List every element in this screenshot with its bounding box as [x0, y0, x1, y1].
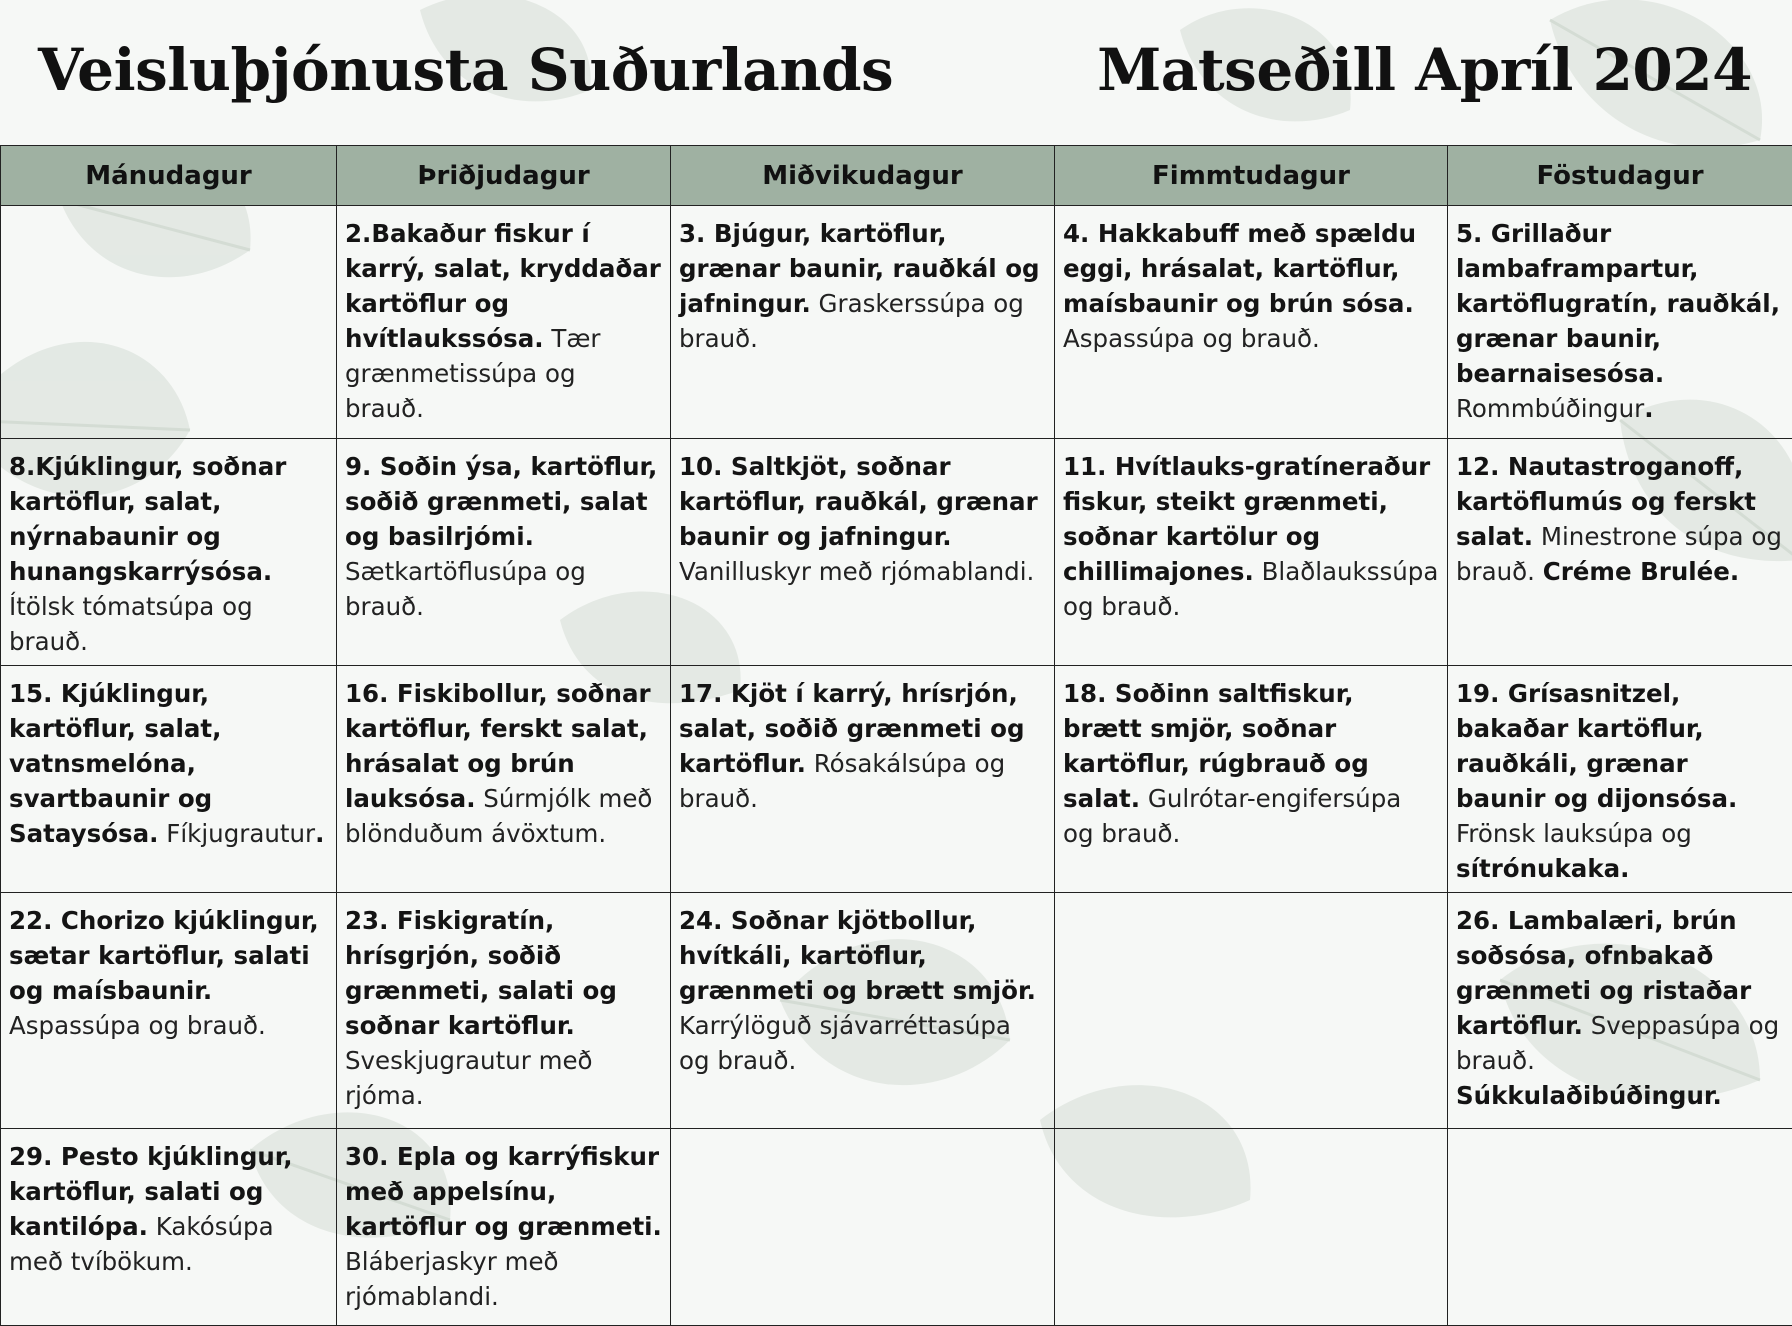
- side-dish: Tær grænmetissúpa og brauð.: [345, 324, 601, 423]
- day-cell: [1055, 893, 1448, 1129]
- dessert: Créme Brulée.: [1543, 557, 1740, 586]
- day-cell: [1055, 206, 1448, 439]
- day-cell: [1, 439, 337, 666]
- day-cell: [1055, 1129, 1448, 1326]
- day-cell: [1, 206, 337, 439]
- day-header: Föstudagur: [1448, 146, 1792, 206]
- main-dish: 29. Pesto kjúklingur, kartöflur, salati og kantilópa.: [9, 1142, 293, 1241]
- side-dish: Gulrótar-engifersúpa og brauð.: [1063, 784, 1401, 848]
- day-cell: [671, 439, 1055, 666]
- main-dish: 30. Epla og karrýfiskur með appelsínu, kartöflur og grænmeti.: [345, 1142, 662, 1241]
- side-dish: Sætkartöflusúpa og brauð.: [345, 557, 586, 621]
- main-dish: 3. Bjúgur, kartöflur, grænar baunir, rauðkál og jafningur.: [679, 219, 1040, 318]
- side-dish: Frönsk lauksúpa og: [1456, 819, 1692, 848]
- day-cell: [337, 1129, 671, 1326]
- company-title: Veisluþjónusta Suðurlands: [38, 30, 893, 110]
- side-dish: Minestrone súpa og brauð.: [1456, 522, 1782, 586]
- week-row: [1, 439, 1792, 666]
- menu-title: Matseðill Apríl 2024: [1097, 30, 1752, 110]
- day-header: Miðvikudagur: [671, 146, 1055, 206]
- week-row: [1, 666, 1792, 893]
- side-dish: Bláberjaskyr með rjómablandi.: [345, 1247, 559, 1311]
- day-header: Þriðjudagur: [337, 146, 671, 206]
- main-dish: 16. Fiskibollur, soðnar kartöflur, ferskt salat, hrásalat og brún lauksósa.: [345, 679, 651, 813]
- dessert: Súkkulaðibúðingur.: [1456, 1081, 1722, 1110]
- main-dish: 22. Chorizo kjúklingur, sætar kartöflur, salati og maísbaunir.: [9, 906, 319, 1005]
- side-dish: Kakósúpa með tvíbökum.: [9, 1212, 274, 1276]
- day-cell: [1448, 439, 1792, 666]
- side-dish: Rósakálsúpa og brauð.: [679, 749, 1005, 813]
- main-dish: 17. Kjöt í karrý, hrísrjón, salat, soðið grænmeti og kartöflur.: [679, 679, 1025, 778]
- day-header: Fimmtudagur: [1055, 146, 1448, 206]
- main-dish: 12. Nautastroganoff, kartöflumús og ferskt salat.: [1456, 452, 1756, 551]
- week-row: [1, 1129, 1792, 1326]
- main-dish: 11. Hvítlauks-gratíneraður fiskur, steikt grænmeti, soðnar kartölur og chillimajones.: [1063, 452, 1430, 586]
- side-dish: Ítölsk tómatsúpa og brauð.: [9, 592, 253, 656]
- day-cell: [1, 893, 337, 1129]
- side-dish: Rommbúðingur: [1456, 394, 1644, 423]
- day-cell: [671, 666, 1055, 893]
- day-cell: [1055, 666, 1448, 893]
- menu-table: [0, 145, 1792, 1326]
- side-dish: Graskerssúpa og brauð.: [679, 289, 1024, 353]
- main-dish: 23. Fiskigratín, hrísgrjón, soðið grænmeti, salati og soðnar kartöflur.: [345, 906, 617, 1040]
- day-cell: [337, 666, 671, 893]
- day-cell: [1448, 206, 1792, 439]
- side-dish: Blaðlaukssúpa og brauð.: [1063, 557, 1438, 621]
- main-dish: 26. Lambalæri, brún soðsósa, ofnbakað grænmeti og ristaðar kartöflur.: [1456, 906, 1751, 1040]
- side-dish: Aspassúpa og brauð.: [9, 1011, 266, 1040]
- main-dish: 9. Soðin ýsa, kartöflur, soðið grænmeti, salat og basilrjómi.: [345, 452, 657, 551]
- day-cell: [671, 1129, 1055, 1326]
- week-row: [1, 893, 1792, 1129]
- day-cell: [1055, 439, 1448, 666]
- weekday-header-row: [1, 146, 1792, 206]
- side-dish: Súrmjólk með blönduðum ávöxtum.: [345, 784, 652, 848]
- side-dish: Karrýlöguð sjávarréttasúpa og brauð.: [679, 1011, 1011, 1075]
- day-cell: [1, 1129, 337, 1326]
- side-dish: Fíkjugrautur: [158, 819, 315, 848]
- side-dish: Vanilluskyr með rjómablandi.: [679, 557, 1034, 586]
- dessert: .: [315, 819, 324, 848]
- day-cell: [1, 666, 337, 893]
- main-dish: 4. Hakkabuff með spældu eggi, hrásalat, kartöflur, maísbaunir og brún sósa.: [1063, 219, 1416, 318]
- side-dish: Aspassúpa og brauð.: [1063, 324, 1320, 353]
- day-cell: [337, 893, 671, 1129]
- day-cell: [1448, 666, 1792, 893]
- day-cell: [671, 206, 1055, 439]
- day-cell: [1448, 1129, 1792, 1326]
- day-cell: [337, 439, 671, 666]
- main-dish: 10. Saltkjöt, soðnar kartöflur, rauðkál, grænar baunir og jafningur.: [679, 452, 1038, 551]
- dessert: sítrónukaka.: [1456, 854, 1629, 883]
- dessert: .: [1644, 394, 1653, 423]
- side-dish: Sveskjugrautur með rjóma.: [345, 1046, 593, 1110]
- side-dish: Sveppasúpa og brauð.: [1456, 1011, 1779, 1075]
- main-dish: 18. Soðinn saltfiskur, brætt smjör, soðnar kartöflur, rúgbrauð og salat.: [1063, 679, 1369, 813]
- day-cell: [671, 893, 1055, 1129]
- day-header: Mánudagur: [1, 146, 337, 206]
- main-dish: 8.Kjúklingur, soðnar kartöflur, salat, nýrnabaunir og hunangskarrýsósa.: [9, 452, 286, 586]
- main-dish: 15. Kjúklingur, kartöflur, salat, vatnsmelóna, svartbaunir og Sataysósa.: [9, 679, 221, 848]
- day-cell: [1448, 893, 1792, 1129]
- main-dish: 24. Soðnar kjötbollur, hvítkáli, kartöflur, grænmeti og brætt smjör.: [679, 906, 1036, 1005]
- main-dish: 19. Grísasnitzel, bakaðar kartöflur, rauðkáli, grænar baunir og dijonsósa.: [1456, 679, 1737, 813]
- day-cell: [337, 206, 671, 439]
- main-dish: 2.Bakaður fiskur í karrý, salat, kryddaðar kartöflur og hvítlaukssósa.: [345, 219, 661, 353]
- week-row: [1, 206, 1792, 439]
- main-dish: 5. Grillaður lambaframpartur, kartöflugratín, rauðkál, grænar baunir, bearnaisesósa.: [1456, 219, 1780, 388]
